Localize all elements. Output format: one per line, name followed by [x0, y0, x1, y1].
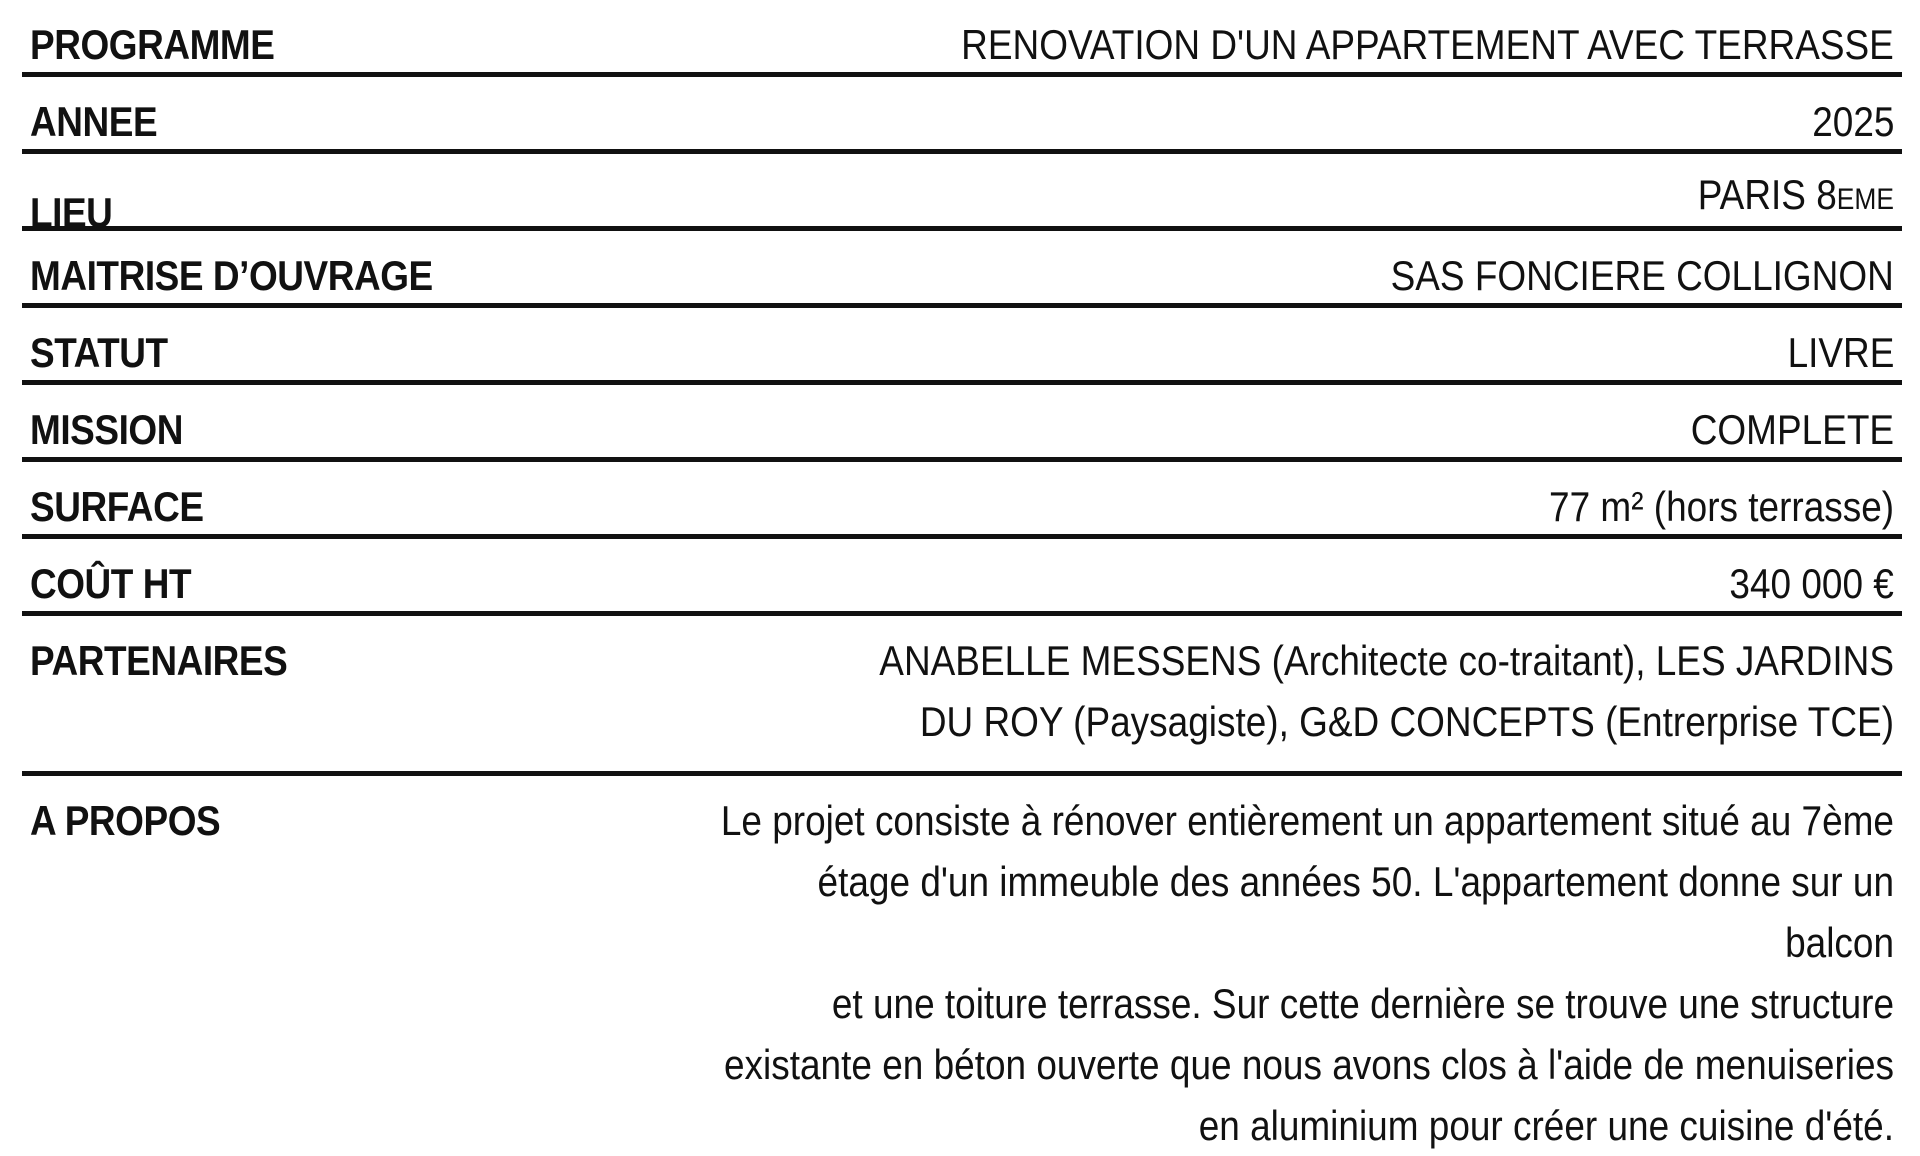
row-a-propos: [22, 776, 1902, 1149]
row-cout-ht: [22, 539, 1902, 616]
label-lieu: LIEU: [30, 189, 113, 236]
label-mission: MISSION: [30, 406, 183, 453]
label-a-propos: A PROPOS: [30, 797, 221, 844]
row-mission: [22, 385, 1902, 462]
row-lieu: [22, 154, 1902, 236]
value-partenaires: [732, 630, 1894, 752]
value-lieu: [1698, 164, 1894, 230]
label-surface: SURFACE: [30, 483, 204, 530]
label-maitrise-ouvrage: MAITRISE D’OUVRAGE: [30, 252, 433, 299]
about-line: Le projet consiste à rénover entièrement un appartement situé au 7ème: [720, 797, 1895, 844]
partners-line: ANABELLE MESSENS (Architecte co-traitant), LES JARDINS: [879, 637, 1894, 684]
value-annee: 2025: [1811, 98, 1894, 145]
value-lieu-suffix: EME: [1836, 183, 1894, 216]
value-statut: LIVRE: [1787, 329, 1894, 376]
value-lieu-main: PARIS 8: [1697, 171, 1837, 218]
row-statut: [22, 308, 1902, 385]
about-line: étage d'un immeuble des années 50. L'appartement donne sur un balcon: [817, 858, 1895, 966]
label-statut: STATUT: [30, 329, 168, 376]
label-annee: ANNEE: [30, 98, 158, 145]
partners-line: DU ROY (Paysagiste), G&D CONCEPTS (Entrerprise TCE): [919, 698, 1894, 745]
label-partenaires: PARTENAIRES: [30, 637, 288, 684]
about-line: en aluminium pour créer une cuisine d'été.: [1198, 1102, 1894, 1149]
row-partenaires: [22, 616, 1902, 776]
value-a-propos: [706, 790, 1894, 1156]
row-programme: [22, 0, 1902, 77]
value-cout-ht: 340 000 €: [1729, 560, 1894, 607]
about-line: et une toiture terrasse. Sur cette dernière se trouve une structure: [831, 980, 1895, 1027]
value-maitrise-ouvrage: SAS FONCIERE COLLIGNON: [1390, 252, 1894, 299]
row-surface: [22, 462, 1902, 539]
label-programme: PROGRAMME: [30, 21, 275, 68]
value-programme: RENOVATION D'UN APPARTEMENT AVEC TERRASSE: [961, 21, 1894, 68]
value-mission: COMPLETE: [1690, 406, 1894, 453]
label-cout-ht: COÛT HT: [30, 560, 192, 607]
value-surface: 77 m² (hors terrasse): [1548, 483, 1894, 530]
project-info-sheet: [22, 0, 1902, 1149]
row-annee: [22, 77, 1902, 154]
row-maitrise-ouvrage: [22, 231, 1902, 308]
about-line: existante en béton ouverte que nous avons clos à l'aide de menuiseries: [723, 1041, 1894, 1088]
